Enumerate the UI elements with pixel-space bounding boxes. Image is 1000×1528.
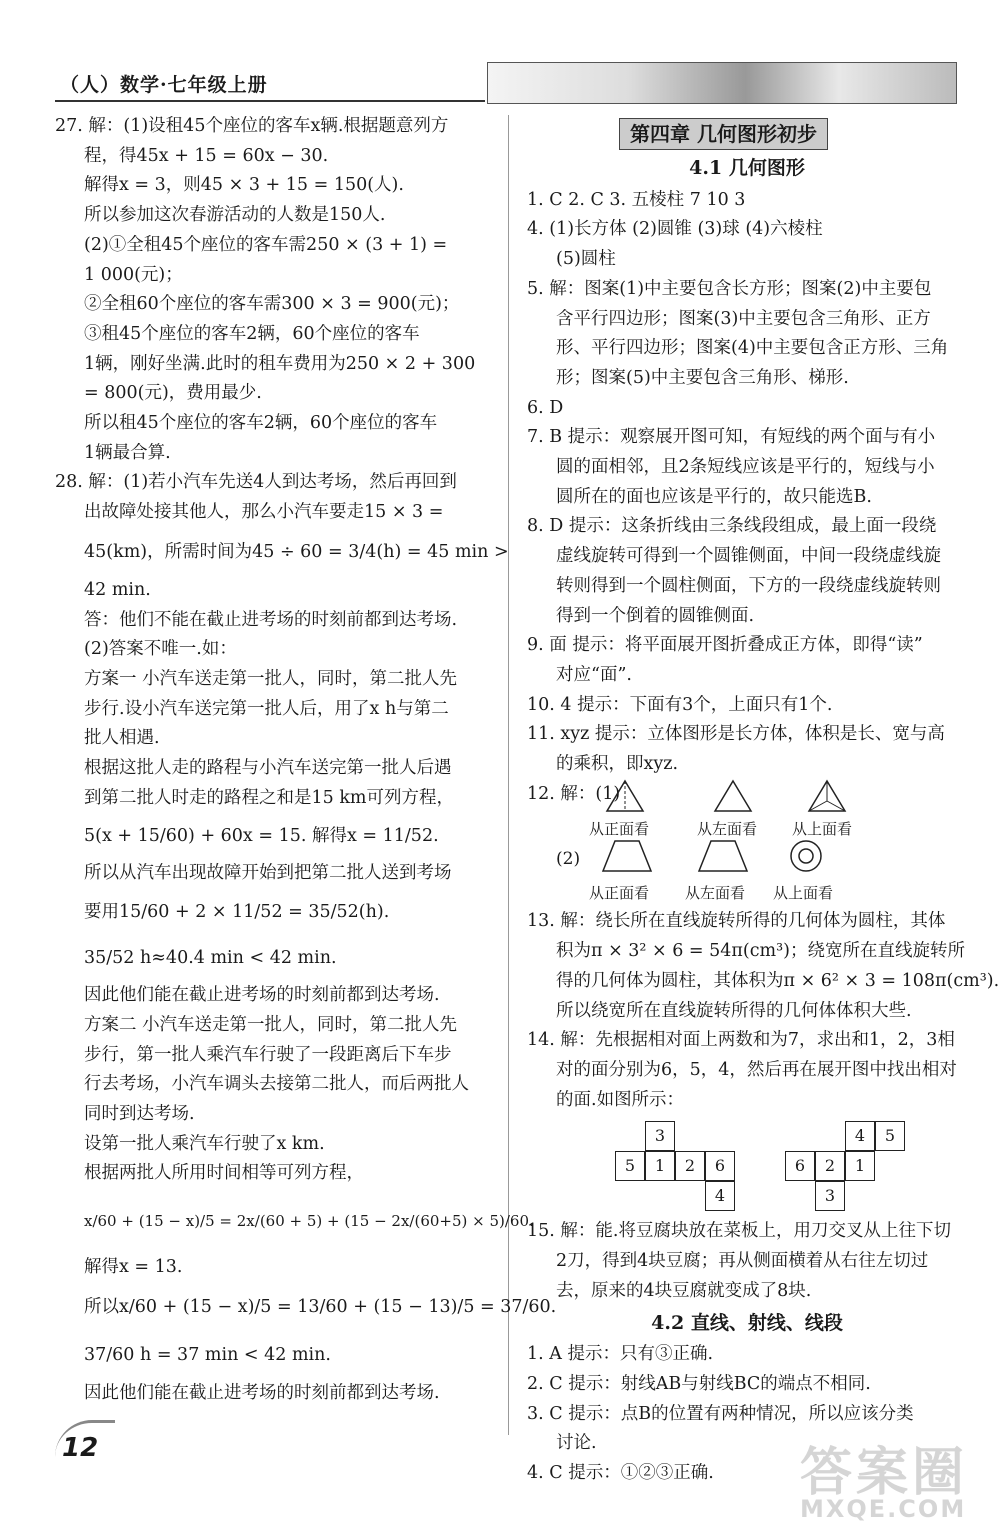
net2-cell: 3 bbox=[815, 1181, 845, 1211]
view-label: 从左面看 bbox=[697, 820, 758, 839]
answer-text-line: 到第二批人时走的路程之和是15 km可列方程， bbox=[84, 787, 455, 808]
answer-line: 形；图案(5)中主要包含三角形、梯形. bbox=[556, 367, 849, 388]
answer-line: 去，原来的4块豆腐就变成了8块. bbox=[556, 1280, 812, 1301]
answer-line: 5. 解：图案(1)中主要包含长方形；图案(2)中主要包 bbox=[527, 278, 932, 299]
front-view-trapezoid-icon bbox=[601, 839, 653, 873]
answer-text-line: 根据两批人所用时间相等可列方程， bbox=[84, 1163, 364, 1184]
answer-text-line: 解得x = 13. bbox=[84, 1257, 183, 1278]
answer-line: 15. 解：能.将豆腐块放在菜板上，用刀交叉从上往下切 bbox=[527, 1221, 951, 1242]
answer-line: 转则得到一个圆柱侧面，下方的一段绕虚线旋转则 bbox=[556, 575, 941, 596]
equation-line: x/60 + (15 − x)/5 = 2x/(60 + 5) + (15 − 2x/(60+5) × 5)/60. bbox=[84, 1212, 534, 1231]
answer-text-line: 方案二 小汽车送走第一批人，同时，第二批人先 bbox=[84, 1014, 458, 1035]
answer-line: 4. C 提示：①②③正确. bbox=[527, 1463, 714, 1484]
answer-text-line: 解得x = 3，则45 × 3 + 15 = 150(人). bbox=[84, 175, 404, 196]
answer-line: 形、平行四边形；图案(4)中主要包含正方形、三角 bbox=[556, 338, 949, 359]
answer-line: 2刀，得到4块豆腐；再从侧面横着从右往左切过 bbox=[556, 1251, 929, 1272]
answer-line: 11. xyz 提示：立体图形是长方体，体积是长、宽与高 bbox=[527, 724, 945, 745]
left-view-trapezoid-icon bbox=[697, 839, 749, 873]
answer-line: 所以绕宽所在直线旋转所得的几何体体积大些. bbox=[556, 1000, 912, 1021]
page-header bbox=[55, 62, 955, 102]
part-label: (2) bbox=[556, 849, 581, 870]
answer-line: 12. 解：(1) bbox=[527, 783, 621, 804]
watermark-logo bbox=[800, 1430, 990, 1523]
answer-line: 得到一个倒着的圆锥侧面. bbox=[556, 605, 755, 626]
answer-text-line: 程，得45x + 15 = 60x − 30. bbox=[84, 145, 329, 166]
answer-text-line: = 800(元)，费用最少. bbox=[84, 383, 262, 404]
left-view-triangle-icon bbox=[713, 779, 753, 813]
watermark-text: 答案圈 bbox=[800, 1443, 969, 1503]
answer-line: 6. D bbox=[527, 397, 564, 418]
header-title: （人）数学·七年级上册 bbox=[60, 74, 268, 96]
answer-text-line: 因此他们能在截止进考场的时刻前都到达考场. bbox=[84, 1382, 440, 1403]
equation-line: 37/60 h = 37 min < 42 min. bbox=[84, 1344, 331, 1365]
answer-text-line: 行去考场，小汽车调头去接第二批人，而后两批人 bbox=[84, 1074, 469, 1095]
answer-line: 13. 解：绕长所在直线旋转所得的几何体为圆柱，其体 bbox=[527, 911, 946, 932]
answer-line: 2. C 提示：射线AB与射线BC的端点不相同. bbox=[527, 1373, 871, 1394]
net1-cell: 6 bbox=[705, 1151, 735, 1181]
answer-line: 14. 解：先根据相对面上两数和为7，求出和1，2，3相 bbox=[527, 1030, 955, 1051]
watermark-url: MXQE.COM bbox=[800, 1495, 967, 1523]
answer-text-line: ②全租60个座位的客车需300 × 3 = 900(元)； bbox=[84, 294, 460, 315]
answer-line: 9. 面 提示：将平面展开图折叠成正方体，即得“读” bbox=[527, 635, 923, 656]
view-label: 从正面看 bbox=[589, 884, 650, 903]
net1-cell: 4 bbox=[705, 1181, 735, 1211]
answer-text-line: 方案一 小汽车送走第一批人，同时，第二批人先 bbox=[84, 668, 458, 689]
net2-cell: 2 bbox=[815, 1151, 845, 1181]
net2-cell: 1 bbox=[845, 1151, 875, 1181]
top-view-circles-icon bbox=[789, 839, 823, 873]
answer-text-line: 步行，第一批人乘汽车行驶了一段距离后下车步 bbox=[84, 1044, 452, 1065]
answer-text-line: 答：他们不能在截止进考场的时刻前都到达考场. bbox=[84, 609, 458, 630]
answer-line: 得的几何体为圆柱，其体积为π × 6² × 3 = 108π(cm³). bbox=[556, 970, 1000, 991]
answer-line: 含平行四边形；图案(3)中主要包含三角形、正方 bbox=[556, 308, 931, 329]
answer-text-line: (2)答案不唯一.如： bbox=[84, 639, 237, 660]
answer-line: 圆的面相邻，且2条短线应该是平行的，短线与小 bbox=[556, 457, 935, 478]
view-label: 从上面看 bbox=[792, 820, 853, 839]
section-title: 4.2 直线、射线、线段 bbox=[651, 1311, 843, 1334]
net1-cell: 5 bbox=[615, 1151, 645, 1181]
net1-cell: 3 bbox=[645, 1121, 675, 1151]
views-row-2 bbox=[527, 839, 967, 907]
equation-line: 5(x + 15/60) + 60x = 15. 解得x = 11/52. bbox=[84, 826, 439, 847]
answer-28-line: 28. 解：(1)若小汽车先送4人到达考场，然后再回到 bbox=[55, 472, 457, 493]
equation-line: 35/52 h≈40.4 min < 42 min. bbox=[84, 948, 337, 969]
answer-line: (5)圆柱 bbox=[556, 249, 616, 270]
answer-line: 的乘积，即xyz. bbox=[556, 754, 679, 775]
view-label: 从正面看 bbox=[589, 820, 650, 839]
answer-line: 讨论. bbox=[556, 1433, 597, 1454]
cube-nets-figure bbox=[527, 1115, 967, 1245]
answer-line: 虚线旋转可得到一个圆锥侧面，中间一段绕虚线旋 bbox=[556, 546, 941, 567]
net2-cell: 4 bbox=[845, 1121, 875, 1151]
view-label: 从上面看 bbox=[773, 884, 834, 903]
answer-text-line: 同时到达考场. bbox=[84, 1103, 195, 1124]
answer-text-line: 1 000(元)； bbox=[84, 264, 183, 285]
answer-text-line: 1辆最合算. bbox=[84, 442, 171, 463]
answer-text-line: 批人相遇. bbox=[84, 728, 160, 749]
answer-line: 的面.如图所示： bbox=[556, 1089, 685, 1110]
right-column bbox=[527, 112, 1000, 1489]
page-number: 12 bbox=[62, 1433, 99, 1463]
answer-line: 3. C 提示：点B的位置有两种情况，所以应该分类 bbox=[527, 1403, 914, 1424]
answer-text-line: 42 min. bbox=[84, 579, 151, 600]
answer-line: 4. (1)长方体 (2)圆锥 (3)球 (4)六棱柱 bbox=[527, 219, 823, 240]
answer-line: 圆所在的面也应该是平行的，故只能选B. bbox=[556, 486, 872, 507]
answer-line: 积为π × 3² × 6 = 54π(cm³)；绕宽所在直线旋转所 bbox=[556, 941, 965, 962]
header-rule bbox=[55, 100, 485, 102]
answer-line: 10. 4 提示：下面有3个，上面只有1个. bbox=[527, 694, 833, 715]
answer-text-line: 出故障处接其他人，那么小汽车要走15 × 3 = bbox=[84, 502, 444, 523]
net2-cell: 5 bbox=[875, 1121, 905, 1151]
answer-text-line: 因此他们能在截止进考场的时刻前都到达考场. bbox=[84, 985, 440, 1006]
answer-text-line: 45(km)，所需时间为45 ÷ 60 = 3/4(h) = 45 min > bbox=[84, 541, 509, 562]
view-label: 从左面看 bbox=[685, 884, 746, 903]
net2-cell: 6 bbox=[785, 1151, 815, 1181]
answer-text-line: (2)①全租45个座位的客车需250 × (3 + 1) = bbox=[84, 234, 448, 255]
equation-line: 要用15/60 + 2 × 11/52 = 35/52(h). bbox=[84, 902, 390, 923]
answer-line: 1. A 提示：只有③正确. bbox=[527, 1344, 714, 1365]
answer-text-line: 所以从汽车出现故障开始到把第二批人送到考场 bbox=[84, 863, 452, 884]
equation-line: 所以x/60 + (15 − x)/5 = 13/60 + (15 − 13)/5 = 37/60. bbox=[84, 1296, 557, 1317]
net1-cell: 1 bbox=[645, 1151, 675, 1181]
answer-text-line: 设第一批人乘汽车行驶了x km. bbox=[84, 1133, 325, 1154]
answer-line: 对应“面”. bbox=[556, 664, 632, 685]
views-row-1 bbox=[527, 777, 967, 839]
answer-text-line: 根据这批人走的路程与小汽车送完第一批人后遇 bbox=[84, 758, 452, 779]
front-view-triangle-icon bbox=[605, 779, 645, 813]
answer-text-line: 所以参加这次春游活动的人数是150人. bbox=[84, 205, 386, 226]
answer-text-line: 1辆，刚好坐满.此时的租车费用为250 × 2 + 300 bbox=[84, 353, 476, 374]
answer-line: 7. B 提示：观察展开图可知，有短线的两个面与有小 bbox=[527, 427, 936, 448]
answer-line: 8. D 提示：这条折线由三条线段组成，最上面一段绕 bbox=[527, 516, 937, 537]
top-view-triangle-icon bbox=[807, 779, 847, 813]
answer-text-line: 所以租45个座位的客车2辆，60个座位的客车 bbox=[84, 413, 438, 434]
net1-cell: 2 bbox=[675, 1151, 705, 1181]
answer-line: 对的面分别为6，5，4，然后再在展开图中找出相对 bbox=[556, 1059, 957, 1080]
answer-text-line: 步行.设小汽车送完第一批人后，用了x h与第二 bbox=[84, 698, 449, 719]
chapter-title: 第四章 几何图形初步 bbox=[619, 118, 828, 150]
header-decoration-image bbox=[487, 62, 957, 104]
answer-27-line: 27. 解：(1)设租45个座位的客车x辆.根据题意列方 bbox=[55, 116, 449, 136]
answer-line: 1. C 2. C 3. 五棱柱 7 10 3 bbox=[527, 189, 746, 210]
answer-text-line: ③租45个座位的客车2辆，60个座位的客车 bbox=[84, 323, 420, 344]
section-title: 4.1 几何图形 bbox=[689, 157, 805, 179]
